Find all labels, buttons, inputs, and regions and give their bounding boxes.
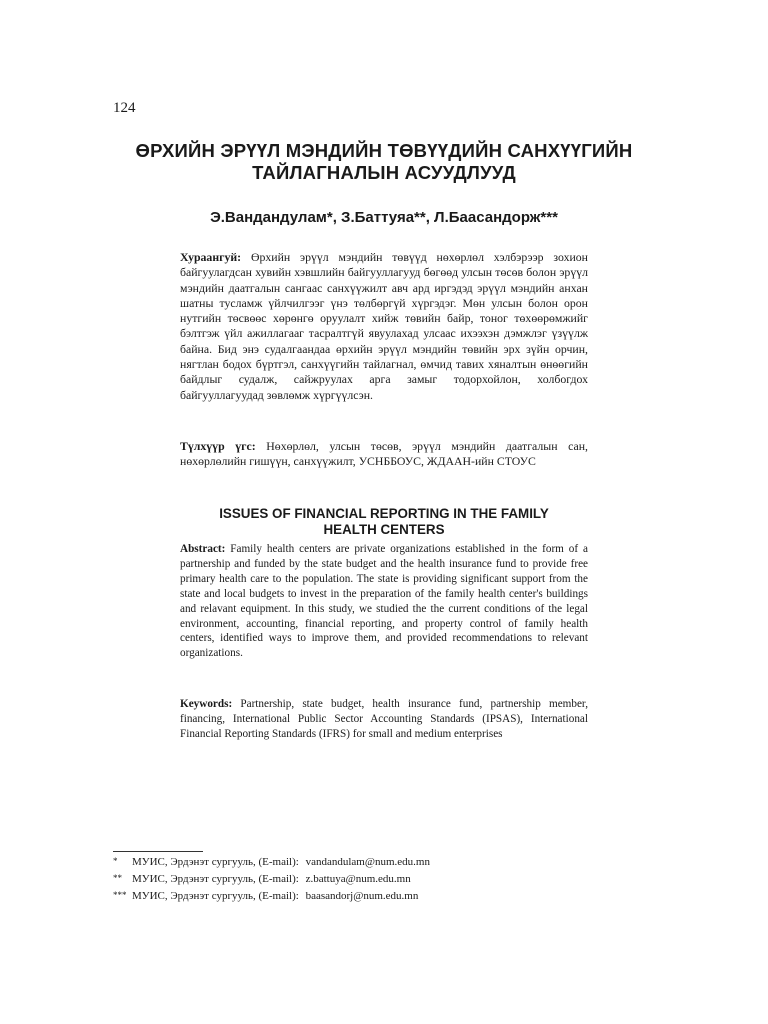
abstract-en-label: Abstract: xyxy=(180,543,226,555)
footnote-mark: * xyxy=(113,856,118,866)
footnote-text xyxy=(132,854,593,871)
title-line-2: ТАЙЛАГНАЛЫН АСУУДЛУУД xyxy=(252,162,516,183)
footnote-affiliation: МУИС, Эрдэнэт сургууль, (E-mail): xyxy=(132,873,299,885)
footnote-affiliation: МУИС, Эрдэнэт сургууль, (E-mail): xyxy=(132,856,299,868)
title-line-1: ӨРХИЙН ЭРҮҮЛ МЭНДИЙН ТӨВҮҮДИЙН САНХҮҮГИЙН xyxy=(135,140,633,161)
english-title-line-2: HEALTH CENTERS xyxy=(323,522,445,537)
page-title xyxy=(80,140,688,184)
footnote-email-link[interactable]: z.battuya@num.edu.mn xyxy=(305,873,411,885)
footnote-text xyxy=(132,888,593,905)
footnote-affiliation: МУИС, Эрдэнэт сургууль, (E-mail): xyxy=(132,890,299,902)
footnote xyxy=(113,854,593,871)
abstract-mn-label: Хураангуй: xyxy=(180,250,242,264)
keywords-en-text: Partnership, state budget, health insurance fund, partnership member, financing, International Public Sector Accounting Standards (IPSAS), International Financial Reporting Standards (IFRS) for small and medium enterprises xyxy=(180,698,588,741)
abstract-en-text: Family health centers are private organizations established in the form of a partnership and funded by the state budget and the health insurance fund to provide free primary health care to the population. The state is providing significant support from the state and local budgets to invest in the preparation of the family health center's buildings and relavant equipment. In this study, we studied the the current conditions of the legal environment, accounting, financial reporting, and property control of family health centers, identified ways to improve them, and provided recommendations to relevant organizations. xyxy=(180,543,589,660)
page-number: 124 xyxy=(113,100,136,116)
footnote-email-link[interactable]: baasandorj@num.edu.mn xyxy=(305,890,419,902)
footnotes xyxy=(113,854,593,905)
footnote-email-link[interactable]: vandandulam@num.edu.mn xyxy=(305,856,430,868)
footnote xyxy=(113,871,593,888)
keywords-en-label: Keywords: xyxy=(180,698,233,710)
abstract-mn xyxy=(180,250,588,403)
footnote xyxy=(113,888,593,905)
authors: Э.Вандандулам*, З.Баттуяа**, Л.Баасандорж*** xyxy=(210,209,558,226)
keywords-mn-text: Нөхөрлөл, улсын төсөв, эрүүл мэндийн даатгалын сан, нөхөрлөлийн гишүүн, санхүүжилт, УСНББОУС, ЖДААН-ийн СТОУС xyxy=(180,439,588,469)
abstract-mn-text: Өрхийн эрүүл мэндийн төвүүд нөхөрлөл хэлбэрээр зохион байгуулагдсан хувийн хэвшлийн байгууллагууд бөгөөд улсын төсөв болон эрүүл мэндийн даатгалын сангаас санхүүжилт авч ард иргэдэд эрүүл мэндийн анхан шатны тусламж үйлчилгээг үнэ төлбөргүй хүргэдэг. Мөн улсын болон орон нутгийн төсвөөс хөрөнгө оруулалт хийж төвийн байр, тоног төхөөрөмжийг бэлтгэж үйл ажиллагааг тасралтгүй явуулахад улсаас ихээхэн дэмжлэг үзүүлж байна. Бид энэ судалгаандаа өрхийн эрүүл мэндийн төвийн эрх зүйн орчин, нягтлан бодох бүртгэл, санхүүгийн тайлагнал, өмчид тавих хяналтын өнөөгийн байдлыг судалж, сайжруулах арга замыг тодорхойлон, холбогдох байгууллагуудад зөвлөмж хүргүүлсэн. xyxy=(180,250,588,402)
keywords-mn xyxy=(180,439,588,470)
keywords-mn-label: Түлхүүр үгс: xyxy=(180,439,256,453)
footnote-mark: *** xyxy=(113,890,127,900)
footnote-text xyxy=(132,871,593,888)
english-title-line-1: ISSUES OF FINANCIAL REPORTING IN THE FAMILY xyxy=(219,506,549,521)
english-title xyxy=(180,506,588,538)
keywords-en xyxy=(180,697,588,743)
abstract-en xyxy=(180,542,588,661)
footnote-divider xyxy=(113,851,203,852)
footnote-mark: ** xyxy=(113,873,122,883)
